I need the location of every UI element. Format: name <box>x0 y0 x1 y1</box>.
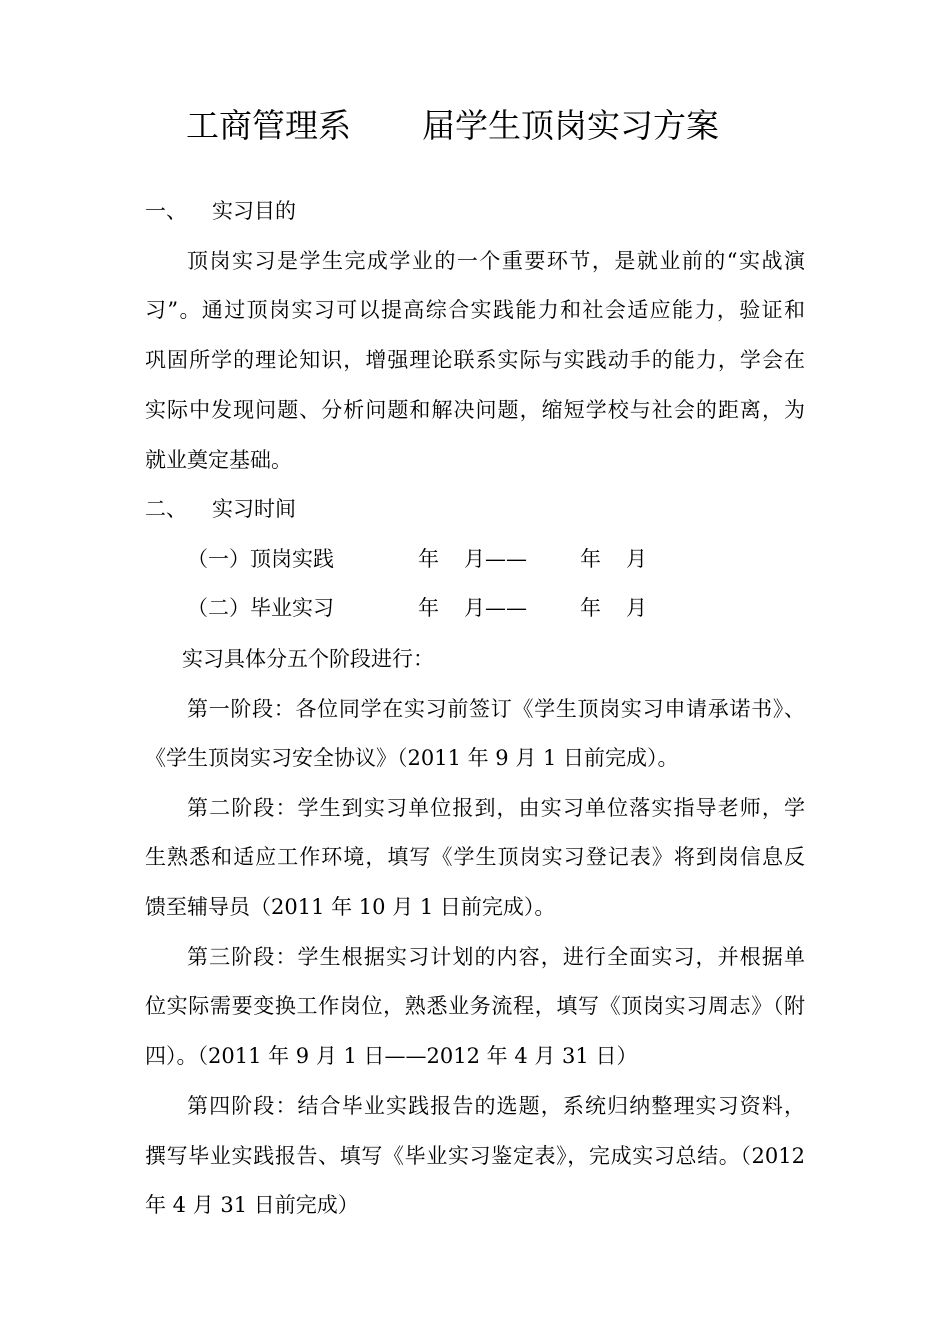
time-row-month-end: 月 <box>626 547 647 571</box>
section-1-line: 顶岗实习是学生完成学业的一个重要环节，是就业前的“实战演 <box>187 249 805 273</box>
stage-2-line: 生熟悉和适应工作环境，填写《学生顶岗实习登记表》将到岗信息反 <box>145 845 805 869</box>
stage-4-line: 撰写毕业实践报告、填写《毕业实习鉴定表》，完成实习总结。（2012 <box>145 1144 805 1168</box>
section-2-heading: 实习时间 <box>212 497 296 521</box>
time-row-year-end: 年 <box>580 596 601 620</box>
stage-4-line: 第四阶段：结合毕业实践报告的选题，系统归纳整理实习资料， <box>187 1094 805 1118</box>
stage-2-line: 馈至辅导员（2011 年 10 月 1 日前完成）。 <box>145 895 556 919</box>
time-row-year-end: 年 <box>580 547 601 571</box>
section-1-line: 就业奠定基础。 <box>145 448 292 472</box>
section-1-line: 习”。通过顶岗实习可以提高综合实践能力和社会适应能力，验证和 <box>145 298 805 322</box>
stages-intro: 实习具体分五个阶段进行： <box>182 647 434 671</box>
document-title <box>0 104 950 148</box>
section-1-number: 一、 <box>145 199 187 223</box>
title-department: 工商管理系 <box>186 106 351 145</box>
stage-3-line: 位实际需要变换工作岗位，熟悉业务流程，填写《顶岗实习周志》（附 <box>145 994 805 1018</box>
time-row-year-start: 年 <box>418 547 439 571</box>
section-1-line: 实际中发现问题、分析问题和解决问题，缩短学校与社会的距离，为 <box>145 398 805 422</box>
section-1-line: 巩固所学的理论知识，增强理论联系实际与实践动手的能力，学会在 <box>145 348 805 372</box>
stage-3-line: 第三阶段：学生根据实习计划的内容，进行全面实习，并根据单 <box>187 945 805 969</box>
section-2-number: 二、 <box>145 497 187 521</box>
time-row-month-end: 月 <box>626 596 647 620</box>
time-row-label: （二）毕业实习 <box>187 596 334 620</box>
title-main: 届学生顶岗实习方案 <box>422 106 719 145</box>
stage-4-line: 年 4 月 31 日前完成） <box>145 1193 359 1217</box>
time-row-year-start: 年 <box>418 596 439 620</box>
stage-1-line: 《学生顶岗实习安全协议》（2011 年 9 月 1 日前完成）。 <box>145 746 679 770</box>
stage-1-line: 第一阶段：各位同学在实习前签订《学生顶岗实习申请承诺书》、 <box>187 697 805 721</box>
time-row-label: （一）顶岗实践 <box>187 547 334 571</box>
stage-3-line: 四）。（2011 年 9 月 1 日——2012 年 4 月 31 日） <box>145 1044 638 1068</box>
stage-2-line: 第二阶段：学生到实习单位报到，由实习单位落实指导老师，学 <box>187 796 805 820</box>
section-1-heading: 实习目的 <box>212 199 296 223</box>
time-row-month-start: 月—— <box>464 547 527 571</box>
time-row-month-start: 月—— <box>464 596 527 620</box>
